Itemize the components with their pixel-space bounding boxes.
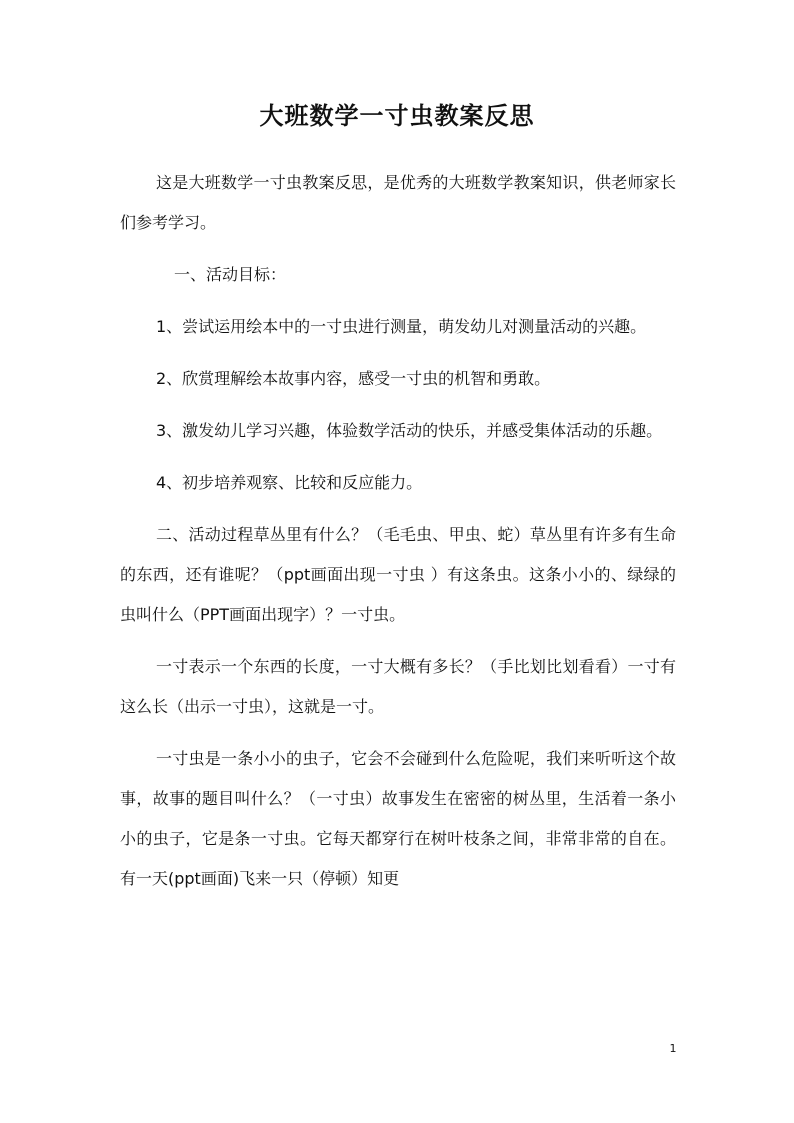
goal-item-4: 4、初步培养观察、比较和反应能力。 xyxy=(156,473,423,492)
page-number: 1 xyxy=(669,1042,677,1055)
section-heading-goals: 一、活动目标： xyxy=(174,265,287,284)
process-paragraph-3: 一寸虫是一条小小的虫子，它会不会碰到什么危险呢，我们来听听这个故事，故事的题目叫什么？（一寸虫）故事发生在密密的树丛里，生活着一条小小的虫子，它是条一寸虫。它每天都穿行在树叶枝条之间，非常非常的自在。 有一天(ppt画面)飞来一只（停顿）知更 xyxy=(120,749,676,888)
document-title: 大班数学一寸虫教案反思 xyxy=(259,102,535,130)
process-paragraph-2: 一寸表示一个东西的长度，一寸大概有多长？（手比划比划看看）一寸有这么长（出示一寸虫），这就是一寸。 xyxy=(120,657,676,716)
document-body xyxy=(120,163,676,911)
intro-paragraph: 这是大班数学一寸虫教案反思，是优秀的大班数学教案知识，供老师家长们参考学习。 xyxy=(120,173,676,232)
process-paragraph-1: 二、活动过程草丛里有什么？（毛毛虫、甲虫、蛇）草丛里有许多有生命的东西，还有谁呢？（ppt画面出现一寸虫 ）有这条虫。这条小小的、绿绿的虫叫什么（PPT画面出现字）？一寸虫。 xyxy=(120,525,676,624)
goal-item-3: 3、激发幼儿学习兴趣，体验数学活动的快乐，并感受集体活动的乐趣。 xyxy=(156,421,663,440)
goal-item-2: 2、欣赏理解绘本故事内容，感受一寸虫的机智和勇敢。 xyxy=(156,369,551,388)
goal-item-1: 1、尝试运用绘本中的一寸虫进行测量，萌发幼儿对测量活动的兴趣。 xyxy=(156,317,647,336)
